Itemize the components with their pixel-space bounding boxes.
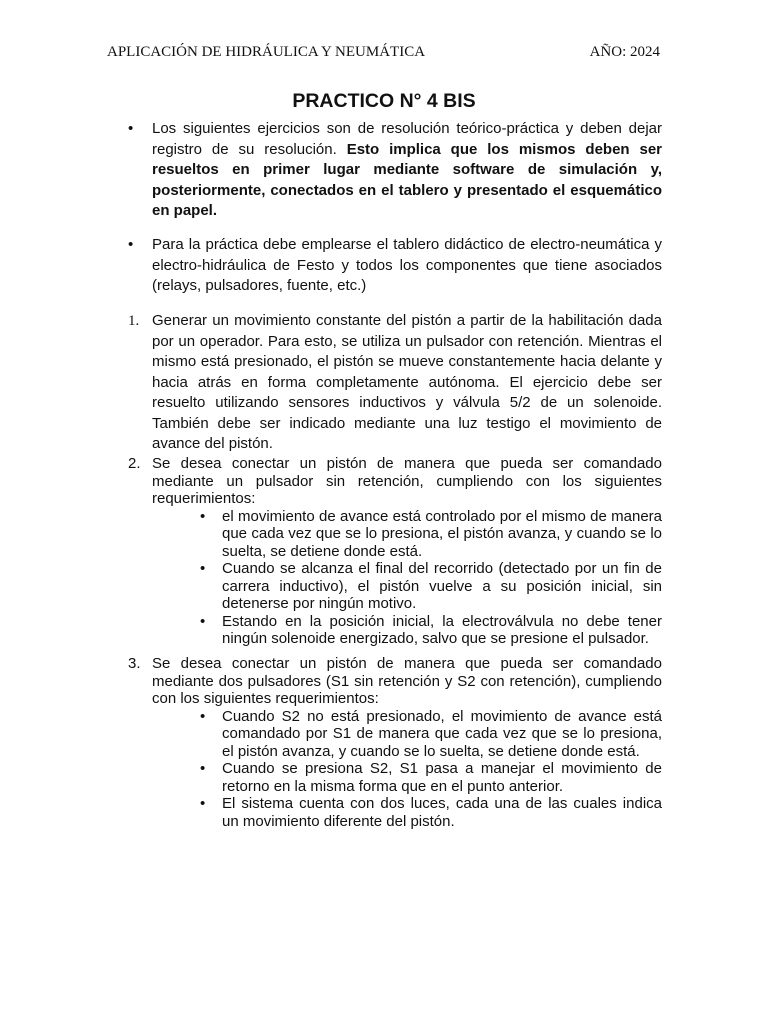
requirements-list [128,508,662,648]
exercise-text: Se desea conectar un pistón de manera que pueda ser comandado mediante dos pulsadores (S1 sin retención y S2 con retención), cumpliendo con los siguientes requerimientos: [152,655,662,707]
bullet-icon: • [200,707,206,725]
requirement-item [128,795,662,830]
bullet-icon: • [128,120,134,137]
requirement-item [128,508,662,561]
exercise-text: Se desea conectar un pistón de manera que pueda ser comandado mediante un pulsador sin retención, cumpliendo con los siguientes requerimientos: [152,455,662,507]
requirement-item [128,760,662,795]
bullet-normal-text: Los siguientes ejercicios son de resolución teórico-práctica y deben dejar registro de su resolución. [152,120,662,158]
requirement-text: Estando en la posición inicial, la electroválvula no debe tener ningún solenoide energizado, salvo que se presione el pulsador. [222,612,662,647]
document-title: PRACTICO N° 4 BIS [292,90,476,112]
requirement-item [128,560,662,613]
requirement-item [128,613,662,648]
bullet-icon: • [200,560,206,577]
requirement-text: Cuando se alcanza el final del recorrido (detectado por un fin de carrera inductivo), el pistón vuelve a su posición inicial, sin detenerse por ningún motivo. [222,560,662,612]
instruction-bullet-2 [128,235,662,297]
page-header [107,44,660,61]
bullet-icon: • [128,236,134,253]
exercise-1 [128,311,662,455]
requirement-item [128,708,662,761]
requirement-text: el movimiento de avance está controlado por el mismo de manera que cada vez que se lo presiona, el pistón avanza, y cuando se lo suelta, se detiene donde está. [222,507,662,560]
exercise-2 [128,455,662,648]
requirements-list [128,708,662,831]
header-course-title: APLICACIÓN DE HIDRÁULICA Y NEUMÁTICA [107,44,426,60]
requirement-text: Cuando S2 no está presionado, el movimiento de avance está comandado por S1 de manera que cada vez que se lo presiona, el pistón avanza, y cuando se lo suelta, se detiene donde está. [222,707,662,760]
bullet-icon: • [200,760,206,777]
exercise-3 [128,655,662,830]
exercise-number: 1. [128,313,140,329]
bullet-icon: • [200,507,206,525]
bullet-text: Para la práctica debe emplearse el tablero didáctico de electro-neumática y electro-hidráulica de Festo y todos los componentes que tiene asociados (relays, pulsadores, fuente, etc.) [152,236,662,294]
instruction-bullet-1 [128,119,662,222]
bullet-text [152,119,662,222]
exercise-text: Generar un movimiento constante del pistón a partir de la habilitación dada por un operador. Para esto, se utiliza un pulsador con retención. Mientras el mismo está presionado, el pistón se mueve constantemente hacia delante y hacia atrás en forma completamente autónoma. El ejercicio debe ser resuelto utilizando sensores inductivos y válvula 5/2 de un solenoide. También debe ser indicado mediante una luz testigo el movimiento de avance del pistón. [152,312,662,452]
requirement-text: El sistema cuenta con dos luces, cada una de las cuales indica un movimiento diferente del pistón. [222,795,662,830]
bullet-icon: • [200,795,206,812]
bullet-bold-text: Esto implica que los mismos deben ser resueltos en primer lugar mediante software de simulación y, posteriormente, conectados en el tablero y presentado el esquemático en papel. [152,140,662,219]
exercise-number: 3. [128,655,141,672]
bullet-icon: • [200,612,206,630]
header-year: AÑO: 2024 [589,44,660,60]
exercise-number: 2. [128,455,141,472]
requirement-text: Cuando se presiona S2, S1 pasa a manejar el movimiento de retorno en la misma forma que en el punto anterior. [222,760,662,795]
